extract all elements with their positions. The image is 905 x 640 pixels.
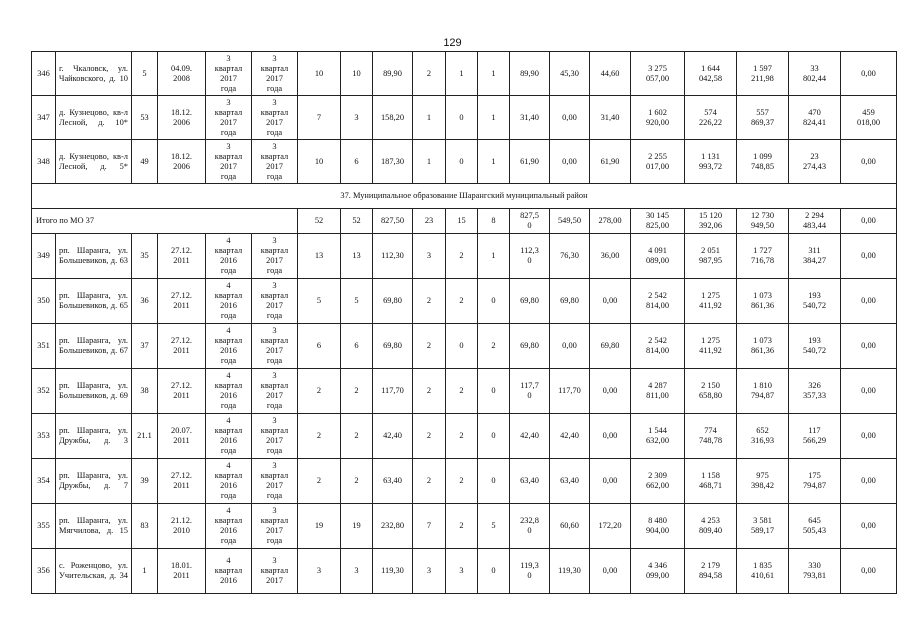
table-row bbox=[32, 96, 897, 140]
value-cell: 0,00 bbox=[590, 549, 631, 594]
value-cell: 2 bbox=[298, 414, 341, 459]
value-cell: 23 274,43 bbox=[789, 140, 841, 184]
value-cell: 1 131 993,72 bbox=[685, 140, 737, 184]
value-cell: 0,00 bbox=[841, 52, 897, 96]
address-cell: д. Кузнецово, кв-л Лесной, д. 5* bbox=[56, 140, 132, 184]
value-cell: 0,00 bbox=[841, 234, 897, 279]
value-cell: 2 bbox=[341, 459, 373, 504]
address-cell: рп. Шаранга, ул. Дружбы, д. 7 bbox=[56, 459, 132, 504]
value-cell: 10 bbox=[341, 52, 373, 96]
value-cell: 1 644 042,58 bbox=[685, 52, 737, 96]
value-cell: 0 bbox=[478, 549, 510, 594]
total-value-cell: 15 120 392,06 bbox=[685, 209, 737, 234]
value-cell: 2 bbox=[446, 504, 478, 549]
address-cell: рп. Шаранга, ул. Большевиков, д. 65 bbox=[56, 279, 132, 324]
value-cell: 2 bbox=[446, 279, 478, 324]
value-cell: 45,30 bbox=[550, 52, 590, 96]
resettle-quarter-cell: 3 квартал 2017 года bbox=[252, 52, 298, 96]
value-cell: 6 bbox=[341, 324, 373, 369]
value-cell: 4 346 099,00 bbox=[631, 549, 685, 594]
total-value-cell: 8 bbox=[478, 209, 510, 234]
address-cell: рп. Шаранга, ул. Большевиков, д. 67 bbox=[56, 324, 132, 369]
value-cell: 63,40 bbox=[550, 459, 590, 504]
total-row bbox=[32, 209, 897, 234]
value-cell: 69,80 bbox=[373, 324, 413, 369]
section-row bbox=[32, 184, 897, 209]
value-cell: 557 869,37 bbox=[737, 96, 789, 140]
value-cell: 2 bbox=[413, 459, 446, 504]
value-cell: 69,80 bbox=[373, 279, 413, 324]
value-cell: 119,30 bbox=[373, 549, 413, 594]
row-number: 348 bbox=[32, 140, 56, 184]
value-cell: 6 bbox=[298, 324, 341, 369]
value-cell: 1 bbox=[413, 96, 446, 140]
value-cell: 0,00 bbox=[590, 414, 631, 459]
value-cell: 2 bbox=[446, 234, 478, 279]
value-cell: 2 bbox=[413, 324, 446, 369]
value-cell: 3 bbox=[341, 96, 373, 140]
value-cell: 76,30 bbox=[550, 234, 590, 279]
value-cell: 119,3 0 bbox=[510, 549, 550, 594]
total-value-cell: 52 bbox=[298, 209, 341, 234]
value-cell: 232,80 bbox=[373, 504, 413, 549]
value-cell: 3 bbox=[446, 549, 478, 594]
doc-number-cell: 83 bbox=[132, 504, 158, 549]
total-value-cell: 15 bbox=[446, 209, 478, 234]
value-cell: 61,90 bbox=[510, 140, 550, 184]
value-cell: 1 bbox=[478, 52, 510, 96]
value-cell: 774 748,78 bbox=[685, 414, 737, 459]
value-cell: 1 bbox=[478, 234, 510, 279]
value-cell: 36,00 bbox=[590, 234, 631, 279]
value-cell: 0,00 bbox=[841, 504, 897, 549]
resettle-quarter-cell: 3 квартал 2017 года bbox=[252, 96, 298, 140]
planned-quarter-cell: 3 квартал 2017 года bbox=[206, 52, 252, 96]
value-cell: 63,40 bbox=[373, 459, 413, 504]
resettle-quarter-cell: 3 квартал 2017 года bbox=[252, 234, 298, 279]
value-cell: 187,30 bbox=[373, 140, 413, 184]
doc-date-cell: 18.01. 2011 bbox=[158, 549, 206, 594]
row-number: 349 bbox=[32, 234, 56, 279]
value-cell: 33 802,44 bbox=[789, 52, 841, 96]
doc-date-cell: 27.12. 2011 bbox=[158, 234, 206, 279]
total-value-cell: 827,50 bbox=[373, 209, 413, 234]
value-cell: 117 566,29 bbox=[789, 414, 841, 459]
value-cell: 645 505,43 bbox=[789, 504, 841, 549]
value-cell: 975 398,42 bbox=[737, 459, 789, 504]
value-cell: 119,30 bbox=[550, 549, 590, 594]
planned-quarter-cell: 3 квартал 2017 года bbox=[206, 96, 252, 140]
value-cell: 2 bbox=[446, 369, 478, 414]
row-number: 355 bbox=[32, 504, 56, 549]
value-cell: 69,80 bbox=[550, 279, 590, 324]
planned-quarter-cell: 4 квартал 2016 года bbox=[206, 459, 252, 504]
value-cell: 1 073 861,36 bbox=[737, 324, 789, 369]
resettle-quarter-cell: 3 квартал 2017 года bbox=[252, 324, 298, 369]
value-cell: 1 597 211,98 bbox=[737, 52, 789, 96]
value-cell: 0,00 bbox=[590, 279, 631, 324]
value-cell: 69,80 bbox=[510, 279, 550, 324]
doc-number-cell: 5 bbox=[132, 52, 158, 96]
value-cell: 0,00 bbox=[841, 369, 897, 414]
value-cell: 3 bbox=[413, 549, 446, 594]
value-cell: 4 287 811,00 bbox=[631, 369, 685, 414]
value-cell: 31,40 bbox=[590, 96, 631, 140]
value-cell: 2 bbox=[341, 369, 373, 414]
value-cell: 459 018,00 bbox=[841, 96, 897, 140]
value-cell: 31,40 bbox=[510, 96, 550, 140]
total-value-cell: 827,5 0 bbox=[510, 209, 550, 234]
doc-date-cell: 21.12. 2010 bbox=[158, 504, 206, 549]
value-cell: 1 bbox=[413, 140, 446, 184]
value-cell: 0,00 bbox=[841, 459, 897, 504]
value-cell: 7 bbox=[413, 504, 446, 549]
value-cell: 69,80 bbox=[510, 324, 550, 369]
planned-quarter-cell: 4 квартал 2016 года bbox=[206, 369, 252, 414]
doc-number-cell: 36 bbox=[132, 279, 158, 324]
doc-number-cell: 38 bbox=[132, 369, 158, 414]
value-cell: 89,90 bbox=[510, 52, 550, 96]
value-cell: 1 bbox=[478, 96, 510, 140]
total-value-cell: 0,00 bbox=[841, 209, 897, 234]
address-cell: рп. Шаранга, ул. Большевиков, д. 69 bbox=[56, 369, 132, 414]
value-cell: 2 150 658,80 bbox=[685, 369, 737, 414]
resettle-quarter-cell: 3 квартал 2017 bbox=[252, 549, 298, 594]
value-cell: 2 bbox=[413, 52, 446, 96]
value-cell: 0 bbox=[446, 96, 478, 140]
value-cell: 0,00 bbox=[841, 324, 897, 369]
value-cell: 89,90 bbox=[373, 52, 413, 96]
value-cell: 8 480 904,00 bbox=[631, 504, 685, 549]
value-cell: 0,00 bbox=[590, 459, 631, 504]
value-cell: 5 bbox=[298, 279, 341, 324]
row-number: 356 bbox=[32, 549, 56, 594]
doc-date-cell: 20.07. 2011 bbox=[158, 414, 206, 459]
value-cell: 574 226,22 bbox=[685, 96, 737, 140]
row-number: 347 bbox=[32, 96, 56, 140]
value-cell: 10 bbox=[298, 52, 341, 96]
resettle-quarter-cell: 3 квартал 2017 года bbox=[252, 504, 298, 549]
table-row bbox=[32, 414, 897, 459]
row-number: 350 bbox=[32, 279, 56, 324]
value-cell: 63,40 bbox=[510, 459, 550, 504]
value-cell: 158,20 bbox=[373, 96, 413, 140]
value-cell: 4 091 089,00 bbox=[631, 234, 685, 279]
value-cell: 172,20 bbox=[590, 504, 631, 549]
planned-quarter-cell: 4 квартал 2016 года bbox=[206, 504, 252, 549]
value-cell: 175 794,87 bbox=[789, 459, 841, 504]
row-number: 354 bbox=[32, 459, 56, 504]
value-cell: 0 bbox=[478, 369, 510, 414]
table-row bbox=[32, 459, 897, 504]
value-cell: 2 bbox=[446, 414, 478, 459]
value-cell: 2 bbox=[413, 279, 446, 324]
value-cell: 1 810 794,87 bbox=[737, 369, 789, 414]
value-cell: 2 309 662,00 bbox=[631, 459, 685, 504]
resettle-quarter-cell: 3 квартал 2017 года bbox=[252, 369, 298, 414]
doc-number-cell: 49 bbox=[132, 140, 158, 184]
total-value-cell: 52 bbox=[341, 209, 373, 234]
value-cell: 1 275 411,92 bbox=[685, 324, 737, 369]
value-cell: 1 727 716,78 bbox=[737, 234, 789, 279]
row-number: 346 bbox=[32, 52, 56, 96]
value-cell: 42,40 bbox=[373, 414, 413, 459]
planned-quarter-cell: 4 квартал 2016 года bbox=[206, 234, 252, 279]
value-cell: 112,3 0 bbox=[510, 234, 550, 279]
value-cell: 1 544 632,00 bbox=[631, 414, 685, 459]
total-value-cell: 278,00 bbox=[590, 209, 631, 234]
value-cell: 330 793,81 bbox=[789, 549, 841, 594]
value-cell: 0,00 bbox=[841, 414, 897, 459]
value-cell: 13 bbox=[298, 234, 341, 279]
doc-date-cell: 27.12. 2011 bbox=[158, 324, 206, 369]
table-row bbox=[32, 52, 897, 96]
value-cell: 3 bbox=[298, 549, 341, 594]
value-cell: 0,00 bbox=[550, 324, 590, 369]
table-row bbox=[32, 369, 897, 414]
value-cell: 470 824,41 bbox=[789, 96, 841, 140]
doc-date-cell: 18.12. 2006 bbox=[158, 140, 206, 184]
total-value-cell: 12 730 949,50 bbox=[737, 209, 789, 234]
value-cell: 69,80 bbox=[590, 324, 631, 369]
value-cell: 2 255 017,00 bbox=[631, 140, 685, 184]
planned-quarter-cell: 4 квартал 2016 года bbox=[206, 414, 252, 459]
value-cell: 0 bbox=[446, 324, 478, 369]
value-cell: 2 bbox=[478, 324, 510, 369]
address-cell: д. Кузнецово, кв-л Лесной, д. 10* bbox=[56, 96, 132, 140]
value-cell: 117,7 0 bbox=[510, 369, 550, 414]
doc-date-cell: 27.12. 2011 bbox=[158, 459, 206, 504]
doc-date-cell: 18.12. 2006 bbox=[158, 96, 206, 140]
total-label: Итого по МО 37 bbox=[32, 209, 298, 234]
doc-number-cell: 53 bbox=[132, 96, 158, 140]
table-row bbox=[32, 549, 897, 594]
value-cell: 1 bbox=[446, 52, 478, 96]
address-cell: г. Чкаловск, ул. Чайковского, д. 10 bbox=[56, 52, 132, 96]
doc-number-cell: 1 bbox=[132, 549, 158, 594]
address-cell: рп. Шаранга, ул. Большевиков, д. 63 bbox=[56, 234, 132, 279]
resettle-quarter-cell: 3 квартал 2017 года bbox=[252, 414, 298, 459]
page-number: 129 bbox=[443, 37, 462, 49]
value-cell: 0,00 bbox=[841, 140, 897, 184]
value-cell: 19 bbox=[341, 504, 373, 549]
value-cell: 1 099 748,85 bbox=[737, 140, 789, 184]
table-row bbox=[32, 324, 897, 369]
value-cell: 3 581 589,17 bbox=[737, 504, 789, 549]
table-row bbox=[32, 234, 897, 279]
value-cell: 0 bbox=[478, 279, 510, 324]
resettle-quarter-cell: 3 квартал 2017 года bbox=[252, 459, 298, 504]
value-cell: 117,70 bbox=[550, 369, 590, 414]
table-row bbox=[32, 279, 897, 324]
value-cell: 3 bbox=[341, 549, 373, 594]
value-cell: 13 bbox=[341, 234, 373, 279]
value-cell: 2 bbox=[413, 369, 446, 414]
value-cell: 2 542 814,00 bbox=[631, 324, 685, 369]
value-cell: 2 179 894,58 bbox=[685, 549, 737, 594]
value-cell: 0 bbox=[478, 459, 510, 504]
value-cell: 4 253 809,40 bbox=[685, 504, 737, 549]
value-cell: 42,40 bbox=[550, 414, 590, 459]
address-cell: рп. Шаранга, ул. Дружбы, д. 3 bbox=[56, 414, 132, 459]
total-value-cell: 30 145 825,00 bbox=[631, 209, 685, 234]
table-row bbox=[32, 140, 897, 184]
total-value-cell: 2 294 483,44 bbox=[789, 209, 841, 234]
value-cell: 1 bbox=[478, 140, 510, 184]
value-cell: 6 bbox=[341, 140, 373, 184]
total-value-cell: 549,50 bbox=[550, 209, 590, 234]
total-value-cell: 23 bbox=[413, 209, 446, 234]
value-cell: 10 bbox=[298, 140, 341, 184]
value-cell: 112,30 bbox=[373, 234, 413, 279]
value-cell: 0,00 bbox=[590, 369, 631, 414]
value-cell: 0,00 bbox=[550, 96, 590, 140]
value-cell: 652 316,93 bbox=[737, 414, 789, 459]
doc-date-cell: 27.12. 2011 bbox=[158, 279, 206, 324]
value-cell: 326 357,33 bbox=[789, 369, 841, 414]
value-cell: 0,00 bbox=[841, 549, 897, 594]
value-cell: 60,60 bbox=[550, 504, 590, 549]
value-cell: 0,00 bbox=[841, 279, 897, 324]
value-cell: 2 542 814,00 bbox=[631, 279, 685, 324]
value-cell: 193 540,72 bbox=[789, 279, 841, 324]
value-cell: 1 158 468,71 bbox=[685, 459, 737, 504]
value-cell: 117,70 bbox=[373, 369, 413, 414]
doc-date-cell: 27.12. 2011 bbox=[158, 369, 206, 414]
row-number: 353 bbox=[32, 414, 56, 459]
value-cell: 0 bbox=[446, 140, 478, 184]
planned-quarter-cell: 4 квартал 2016 bbox=[206, 549, 252, 594]
planned-quarter-cell: 4 квартал 2016 года bbox=[206, 279, 252, 324]
value-cell: 1 073 861,36 bbox=[737, 279, 789, 324]
planned-quarter-cell: 4 квартал 2016 года bbox=[206, 324, 252, 369]
value-cell: 3 bbox=[413, 234, 446, 279]
address-cell: с. Роженцово, ул. Учительская, д. 34 bbox=[56, 549, 132, 594]
value-cell: 1 835 410,61 bbox=[737, 549, 789, 594]
value-cell: 19 bbox=[298, 504, 341, 549]
resettle-quarter-cell: 3 квартал 2017 года bbox=[252, 279, 298, 324]
row-number: 351 bbox=[32, 324, 56, 369]
value-cell: 1 275 411,92 bbox=[685, 279, 737, 324]
table-row bbox=[32, 504, 897, 549]
value-cell: 5 bbox=[478, 504, 510, 549]
planned-quarter-cell: 3 квартал 2017 года bbox=[206, 140, 252, 184]
value-cell: 0,00 bbox=[550, 140, 590, 184]
value-cell: 44,60 bbox=[590, 52, 631, 96]
value-cell: 2 bbox=[298, 369, 341, 414]
value-cell: 42,40 bbox=[510, 414, 550, 459]
value-cell: 2 051 987,95 bbox=[685, 234, 737, 279]
value-cell: 5 bbox=[341, 279, 373, 324]
value-cell: 2 bbox=[298, 459, 341, 504]
doc-number-cell: 39 bbox=[132, 459, 158, 504]
value-cell: 311 384,27 bbox=[789, 234, 841, 279]
value-cell: 1 602 920,00 bbox=[631, 96, 685, 140]
value-cell: 2 bbox=[446, 459, 478, 504]
value-cell: 2 bbox=[413, 414, 446, 459]
doc-date-cell: 04.09. 2008 bbox=[158, 52, 206, 96]
value-cell: 7 bbox=[298, 96, 341, 140]
value-cell: 193 540,72 bbox=[789, 324, 841, 369]
resettle-quarter-cell: 3 квартал 2017 года bbox=[252, 140, 298, 184]
doc-number-cell: 37 bbox=[132, 324, 158, 369]
row-number: 352 bbox=[32, 369, 56, 414]
doc-number-cell: 35 bbox=[132, 234, 158, 279]
value-cell: 61,90 bbox=[590, 140, 631, 184]
housing-table bbox=[31, 51, 897, 594]
value-cell: 232,8 0 bbox=[510, 504, 550, 549]
doc-number-cell: 21.1 bbox=[132, 414, 158, 459]
section-title: 37. Муниципальное образование Шарангский муниципальный район bbox=[32, 184, 897, 209]
value-cell: 0 bbox=[478, 414, 510, 459]
value-cell: 2 bbox=[341, 414, 373, 459]
address-cell: рп. Шаранга, ул. Мягчилова, д. 15 bbox=[56, 504, 132, 549]
value-cell: 3 275 057,00 bbox=[631, 52, 685, 96]
